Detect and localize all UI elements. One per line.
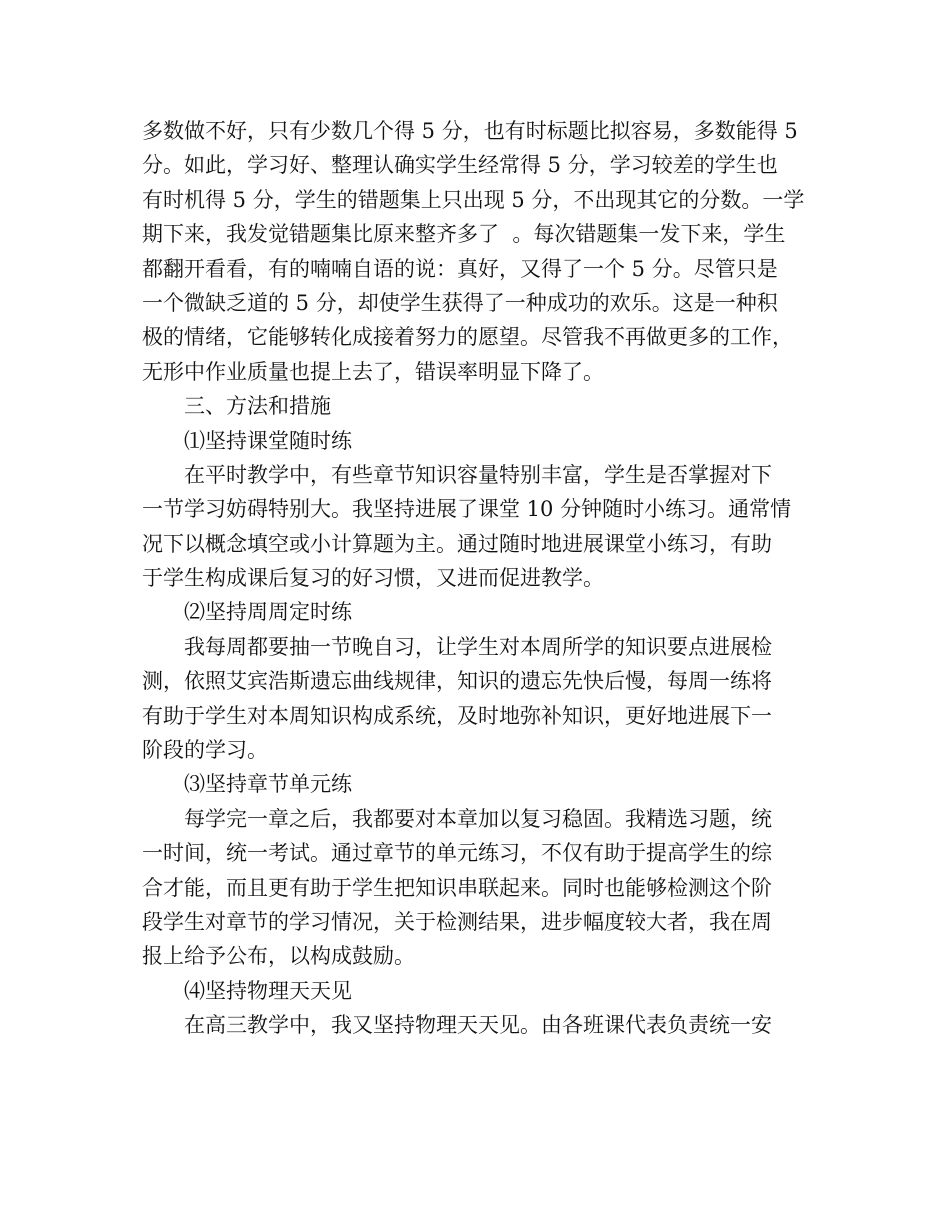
text-line: 测，依照艾宾浩斯遗忘曲线规律，知识的遗忘先快后慢，每周一练将	[142, 669, 772, 694]
text-line: 期下来，我发觉错题集比原来整齐多了 。每次错题集一发下来，学生	[142, 222, 786, 247]
text-line: 极的情绪，它能够转化成接着努力的愿望。尽管我不再做更多的工作，	[142, 325, 793, 350]
text-line: 合才能，而且更有助于学生把知识串联起来。同时也能够检测这个阶	[142, 875, 772, 900]
text-line: ⑵坚持周周定时练	[184, 600, 352, 625]
text-line: 在平时教学中，有些章节知识容量特别丰富，学生是否掌握对下	[184, 462, 772, 487]
text-line: 在高三教学中，我又坚持物理天天见。由各班课代表负责统一安	[184, 1013, 772, 1038]
text-line: 况下以概念填空或小计算题为主。通过随时地进展课堂小练习，有助	[142, 531, 772, 556]
text-line: 无形中作业质量也提上去了，错误率明显下降了。	[142, 359, 604, 384]
text-line: 于学生构成课后复习的好习惯，又进而促进教学。	[142, 566, 604, 591]
text-line: 一时间，统一考试。通过章节的单元练习，不仅有助于提高学生的综	[142, 841, 772, 866]
text-line: 一个微缺乏道的 5 分，却使学生获得了一种成功的欢乐。这是一种积	[142, 290, 778, 315]
text-line: 分。如此，学习好、整理认确实学生经常得 5 分，学习较差的学生也	[142, 153, 778, 178]
text-line: 我每周都要抽一节晚自习，让学生对本周所学的知识要点进展检	[184, 634, 772, 659]
document-body	[142, 114, 814, 1043]
text-line: 每学完一章之后，我都要对本章加以复习稳固。我精选习题，统	[184, 806, 772, 831]
text-line: ⑶坚持章节单元练	[184, 772, 352, 797]
text-line: 都翻开看看，有的喃喃自语的说：真好，又得了一个 5 分。尽管只是	[142, 256, 778, 281]
text-line: ⑴坚持课堂随时练	[184, 428, 352, 453]
text-line: 有助于学生对本周知识构成系统，及时地弥补知识，更好地进展下一	[142, 703, 772, 728]
text-line: 三、方法和措施	[184, 394, 331, 419]
text-line: 报上给予公布，以构成鼓励。	[142, 944, 415, 969]
text-line: ⑷坚持物理天天见	[184, 978, 352, 1003]
text-line: 一节学习妨碍特别大。我坚持进展了课堂 10 分钟随时小练习。通常情	[142, 497, 792, 522]
text-line: 有时机得 5 分，学生的错题集上只出现 5 分，不出现其它的分数。一学	[142, 187, 805, 212]
text-line: 段学生对章节的学习情况，关于检测结果，进步幅度较大者，我在周	[142, 909, 772, 934]
text-line: 多数做不好，只有少数几个得 5 分，也有时标题比拟容易，多数能得 5	[142, 119, 798, 143]
text-line: 阶段的学习。	[142, 738, 268, 763]
